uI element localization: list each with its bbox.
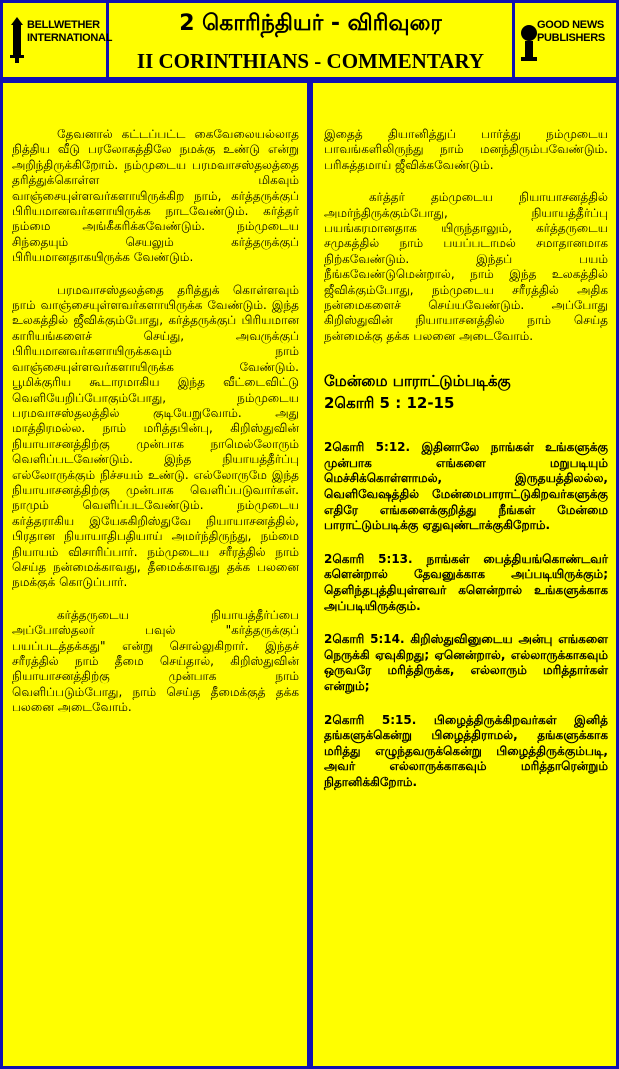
page-header [0,0,619,80]
paragraph: தேவனால் கட்டப்பட்ட கைவேலையல்லாத நித்திய வீடு பரலோகத்திலே நமக்கு உண்டு என்று அறிந்திருக்கிறோம். நம்முடைய பரமவாசஸ்தலத்தை தரித்துக்கொள்ள மிகவும் வாஞ்சையுள்ளவர்களாயிருக்கிற நாம், கர்த்தருக்குப் பிரியமானவர்களாயிருக்க நாடவேண்டும். கர்த்தர் நம்மை அங்கீகரிக்கவேண்டும். நம்முடைய சிந்தையும் செயலும் கர்த்தருக்குப் பிரியமானதாகயிருக்க வேண்டும். [12,127,299,265]
left-logo-text: BELLWETHER INTERNATIONAL [27,19,113,44]
paragraph: கர்த்தர் தம்முடைய நியாயாசனத்தில் அமர்ந்திருக்கும்போது, நியாயத்தீர்ப்பு பயங்கரமானதாக யிருந்தாலும், கர்த்தருடைய சமுகத்தில் நாம் பயப்படாமல் சமாதானமாக நிற்கவேண்டும். இந்தப் பயம் நீங்கவேண்டுமென்றால், நாம் இந்த உலகத்தில் ஜீவிக்கும்போது, நம்முடைய சரீரத்தில் அதிக நன்மைகளைச் செய்யவேண்டும். அப்போது கிறிஸ்துவின் நியாயாசனத்தில் நாம் செய்த நன்மைக்கு தக்க பலனை அடைவோம். [324,190,608,343]
paragraph: இதைத் தியானித்துப் பார்த்து நம்முடைய பாவங்களிலிருந்து நாம் மனந்திரும்பவேண்டும். பரிசுத்தமாய் ஜீவிக்கவேண்டும். [324,127,608,172]
paragraph: பரமவாசஸ்தலத்தை தரித்துக் கொள்ளவும் நாம் வாஞ்சையுள்ளவர்களாயிருக்க வேண்டும். இந்த உலகத்தில் ஜீவிக்கும்போது, கர்த்தருக்குப் பிரியமான காரியங்களைச் செய்து, அவருக்குப் பிரியமானவர்களாயிருக்கவும் நாம் வாஞ்சையுள்ளவர்களாயிருக்க வேண்டும். பூமிக்குரிய கூடாரமாகிய இந்த வீட்டைவிட்டு வெளியேறிப்போகும்போது, நம்முடைய பரமவாசஸ்தலத்தில் குடியேறுவோம். அது மாத்திரமல்ல. நாம் மரித்தபின்பு, கிறிஸ்துவின் நியாயாசனத்திற்கு முன்பாக நாமெல்லோரும் வெளிப்படவேண்டும். இந்த நியாயத்தீர்ப்பு எல்லோருக்கும் நிச்சயம் உண்டு. எல்லோருமே இந்த நியாயாசனத்திற்கு முன்பாக வெளிப்படுவார்கள். நாமும் வெளிப்படவேண்டும். நம்முடைய கர்த்தராகிய இயேசுகிறிஸ்துவே நியாயாசனத்தில், பிரதான நியாயாதிபதியாய் அமர்ந்திருந்து, நம்மை நியாயம் விசாரிப்பார். நம்முடைய சரீரத்தில் நாம் செய்த நன்மைக்காவது, தீமைக்காவது தக்க பலனை நமக்குக் கொடுப்பார். [12,282,299,590]
verse: 2கொரி 5:15. பிழைத்திருக்கிறவர்கள் இனித் தங்களுக்கென்று பிழைத்திராமல், தங்களுக்காக மரித்து எழுந்தவருக்கென்று பிழைத்திருக்கும்படி, அவர் எல்லாருக்காகவும் மரித்தாரென்றும் நிதானிக்கிறோம். [324,712,608,789]
left-column [0,80,310,1069]
good-news-logo [512,3,616,77]
left-column-text [12,127,299,716]
page-title-english: II CORINTHIANS - COMMENTARY [136,49,485,73]
paragraph: கர்த்தருடைய நியாயத்தீர்ப்பை அப்போஸ்தலர் பவுல் "கர்த்தருக்குப் பயப்படத்தக்கது" என்று சொல்லுகிறார். இந்தச் சரீரத்தில் நாம் தீமை செய்தால், கிறிஸ்துவின் நியாயாசனத்திற்கு முன்பாக நாம் வெளிப்படும்போது, நாம் செய்த தீமைக்குத் தக்க பலனை அடைவோம். [12,607,299,715]
right-column-text [324,127,608,791]
bellwether-logo [3,3,113,77]
verse: 2கொரி 5:13. நாங்கள் பைத்தியங்கொண்டவர் களென்றால் தேவனுக்காக அப்படியிருக்கும்; தெளிந்தபுத்தியுள்ளவர் களென்றால் உங்களுக்காக அப்படியிருக்கும். [324,551,608,613]
section-heading [324,370,608,414]
section-heading-title: மேன்மை பாராட்டும்படிக்கு [324,372,511,391]
page-title-tamil: 2 கொரிந்தியர் - விரிவுரை [179,11,442,36]
right-column [310,80,619,1069]
verse: 2கொரி 5:12. இதினாலே நாங்கள் உங்களுக்கு முன்பாக எங்களை மறுபடியும் மெச்சிக்கொள்ளாமல், இருதயத்திலல்ல, வெளிவேஷத்தில் மேன்மைபாராட்டுகிறவர்களுக்கு எதிரே எங்களைக்குறித்து நீங்கள் மேன்மை பாராட்டும்படிக்கு ஏதுவுண்டாக்குகிறோம். [324,440,608,533]
verse: 2கொரி 5:14. கிறிஸ்துவினுடைய அன்பு எங்களை நெருக்கி ஏவுகிறது; ஏனென்றால், எல்லாருக்காகவும் ஒருவரே மரித்திருக்க, எல்லாரும் மரித்தார்கள் என்றும்; [324,632,608,693]
section-heading-reference: 2கொரி 5 : 12-15 [324,394,455,413]
right-logo-text: GOOD NEWS PUBLISHERS [537,19,605,44]
